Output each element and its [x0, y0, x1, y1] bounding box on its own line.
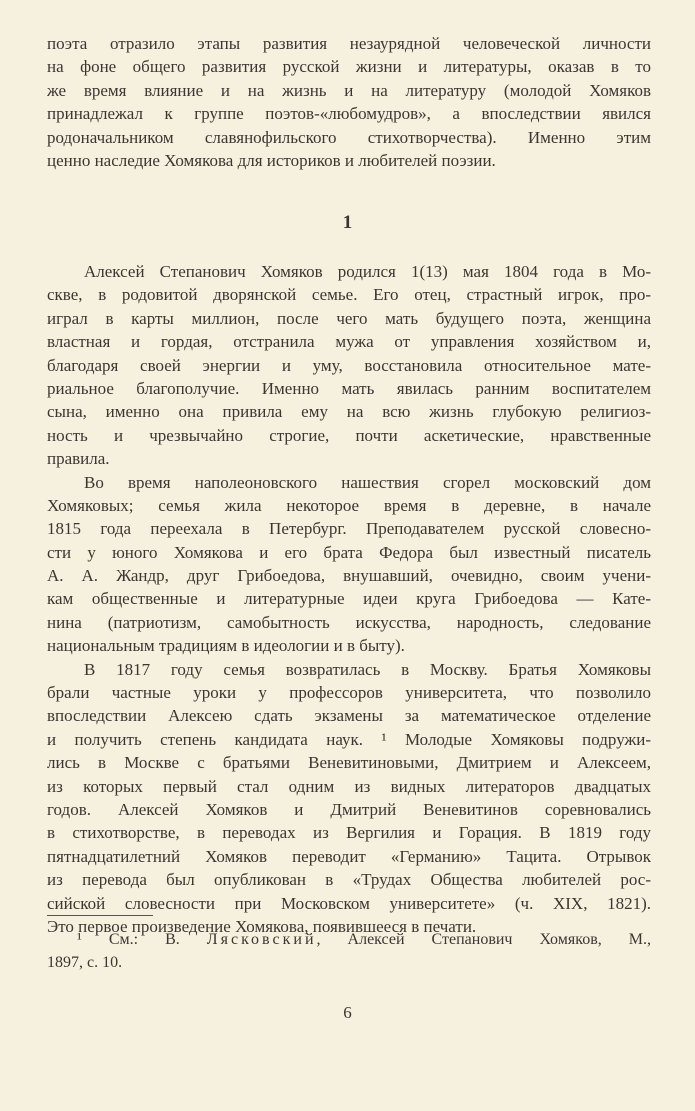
footnote-divider [47, 915, 153, 916]
text-line: родоначальником славянофильского стихотворчества). Именно этим [47, 127, 651, 147]
footnote [47, 929, 651, 974]
text-line: же время влияние и на жизнь и на литературу (молодой Хомяков [47, 80, 651, 100]
text-line: в стихотворстве, в переводах из Вергилия и Горация. В 1819 году [47, 823, 651, 843]
text-line: Это первое произведение Хомякова, появившееся в печати. [47, 916, 477, 936]
text-line: лись в Москве с братьями Веневитиновыми, Дмитрием и Алексеем, [47, 753, 651, 773]
text-line: ценно наследие Хомякова для историков и любителей поэзии. [47, 150, 496, 170]
text-line: Хомяковых; семья жила некоторое время в деревне, в начале [47, 495, 651, 515]
text-line: ность и чрезвычайно строгие, почти аскетические, нравственные [47, 425, 651, 445]
text-line: впоследствии Алексею сдать экзамены за математическое отделение [47, 706, 651, 726]
text-line: поэта отразило этапы развития незаурядной человеческой личности [47, 34, 651, 53]
text-line: А. А. Жандр, друг Грибоедова, внушавший, очевидно, своим учени- [47, 566, 651, 586]
paragraph [47, 260, 651, 471]
footnote-line-1 [47, 929, 651, 952]
text-line: правила. [47, 449, 110, 469]
text-line: В 1817 году семья возвратилась в Москву. Братья Хомяковы [84, 659, 651, 679]
footnote-rest: , Алексей Степанович Хомяков, М., [316, 931, 651, 948]
text-line: сти у юного Хомякова и его брата Федора был известный писатель [47, 542, 651, 562]
text-line: и получить степень кандидата наук. ¹ Молодые Хомяковы подружи- [47, 729, 651, 749]
page-number: 6 [343, 1003, 352, 1022]
text-line: сийской словесности при Московском университете» (ч. XIX, 1821). [47, 893, 651, 913]
text-line: кам общественные и литературные идеи круга Грибоедова — Кате- [47, 589, 651, 609]
text-line: брали частные уроки у профессоров университета, что позволило [47, 683, 651, 703]
text-line: играл в карты миллион, после чего мать будущего поэта, женщина [47, 308, 651, 328]
text-line: на фоне общего развития русской жизни и литературы, оказав в то [47, 57, 651, 77]
body-text [47, 260, 651, 938]
text-line: принадлежал к группе поэтов-«любомудров», а впоследствии явился [47, 104, 651, 124]
text-line: пятнадцатилетний Хомяков переводит «Германию» Тацита. Отрывок [47, 846, 651, 866]
text-line: из перевода был опубликован в «Трудах Общества любителей рос- [47, 870, 651, 890]
text-line: сына, именно она привила ему на всю жизнь глубокую религиоз- [47, 402, 651, 422]
text-line: Алексей Степанович Хомяков родился 1(13) мая 1804 года в Мо- [84, 262, 651, 281]
section-number: 1 [342, 212, 353, 233]
text-line: нина (патриотизм, самобытность искусства, народность, следование [47, 612, 651, 632]
text-line: 1815 года переехала в Петербург. Преподавателем русской словесно- [47, 519, 651, 539]
text-line: Во время наполеоновского нашествия сгорел московский дом [84, 472, 651, 492]
paragraph [47, 471, 651, 658]
intro-paragraph [47, 32, 651, 172]
text-line: из которых первый стал одним из видных литераторов двадцатых [47, 776, 651, 796]
footnote-prefix: ¹ См.: В. [77, 931, 207, 948]
text-line: годов. Алексей Хомяков и Дмитрий Веневитинов соревновались [47, 799, 651, 819]
text-line: благодаря своей энергии и уму, восстановила относительное мате- [47, 355, 651, 375]
text-line: властная и гордая, отстранила мужа от управления хозяйством и, [47, 332, 651, 352]
footnote-author: Лясковский [206, 931, 317, 948]
paragraph [47, 658, 651, 939]
text-line: риальное благополучие. Именно мать явилась ранним воспитателем [47, 378, 651, 398]
text-line: национальным традициям в идеологии и в быту). [47, 636, 405, 656]
footnote-line-2: 1897, с. 10. [47, 953, 123, 971]
text-line: скве, в родовитой дворянской семье. Его отец, страстный игрок, про- [47, 285, 651, 305]
